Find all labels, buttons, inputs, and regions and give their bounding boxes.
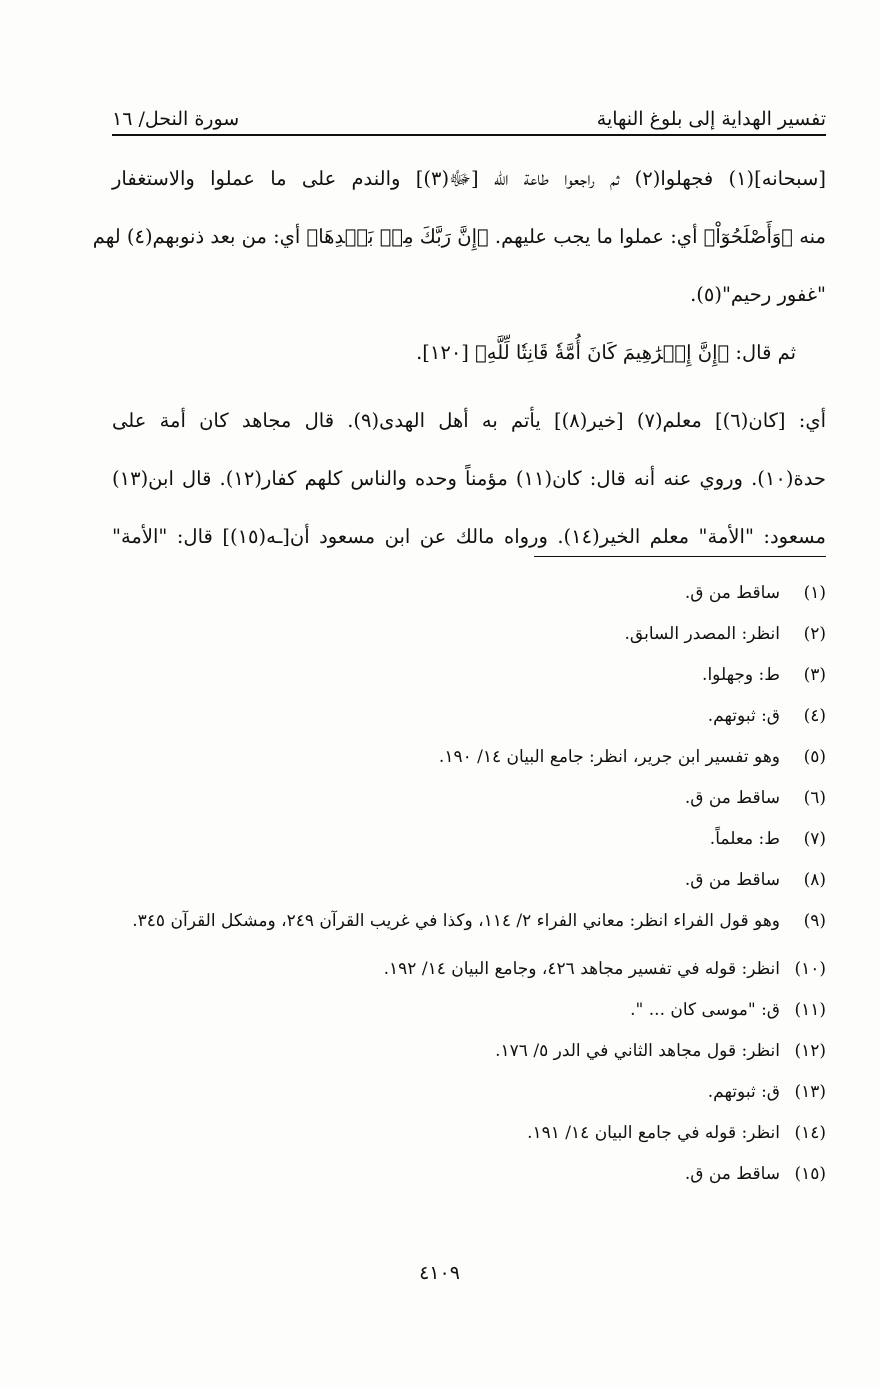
footnote-item bbox=[112, 703, 826, 729]
footnote-text: ق: "موسى كان ... ". bbox=[630, 1000, 780, 1020]
footnote-number: (١٠) bbox=[794, 959, 826, 979]
footnote-text: وهو تفسير ابن جرير، انظر: جامع البيان ١٤/ ١٩٠. bbox=[438, 747, 780, 767]
footnote-item bbox=[112, 1161, 826, 1187]
footnote-text: انظر: قوله في جامع البيان ١٤/ ١٩١. bbox=[527, 1123, 780, 1143]
footnote-text: ساقط من ق. bbox=[684, 1164, 780, 1184]
surah-page-label: سورة النحل/ ١٦ bbox=[112, 108, 240, 130]
footnote-item bbox=[112, 1120, 826, 1146]
text-line: "غفور رحيم"(٥). bbox=[690, 283, 826, 306]
footnote-text: ساقط من ق. bbox=[684, 788, 780, 808]
footnote-number: (١١) bbox=[794, 1000, 826, 1020]
text-line: حدة(١٠). وروي عنه أنه قال: كان(١١) مؤمناً وحده والناس كلهم كفار(١٢). قال ابن(١٣) bbox=[112, 467, 826, 490]
footnote-text: ساقط من ق. bbox=[684, 870, 780, 890]
footnotes-list bbox=[112, 580, 826, 1202]
footnote-text: ق: ثبوتهم. bbox=[707, 706, 780, 726]
footnote-item bbox=[112, 744, 826, 770]
footnote-text: ساقط من ق. bbox=[684, 583, 780, 603]
text-line: مسعود: "الأمة" معلم الخير(١٤). ورواه مالك عن ابن مسعود أن[ـه(١٥)] قال: "الأمة" bbox=[112, 525, 826, 548]
book-title: تفسير الهداية إلى بلوغ النهاية bbox=[596, 108, 826, 130]
page-header bbox=[112, 88, 826, 130]
text-line: [سبحانه](١) فجهلوا(٢) ثم راجعوا طاعة الله [ﷻ(٣)] والندم على ما عملوا والاستغفار bbox=[112, 167, 827, 190]
footnote-number: (٩) bbox=[803, 911, 826, 931]
footnote-item bbox=[112, 785, 826, 811]
page-number: ٤١٠٩ bbox=[419, 1262, 460, 1284]
footnote-text: ط: وجهلوا. bbox=[702, 665, 780, 685]
footnote-item bbox=[112, 1038, 826, 1064]
footnote-number: (١٤) bbox=[794, 1123, 826, 1143]
footnote-number: (٣) bbox=[803, 665, 826, 685]
footnote-text: انظر: قول مجاهد الثاني في الدر ٥/ ١٧٦. bbox=[495, 1041, 780, 1061]
footnote-number: (٨) bbox=[803, 870, 826, 890]
footnote-number: (١٣) bbox=[794, 1082, 826, 1102]
footnote-text: ط: معلماً. bbox=[709, 829, 780, 849]
footnote-item bbox=[112, 621, 826, 647]
footnote-separator bbox=[534, 556, 826, 557]
footnote-number: (٧) bbox=[803, 829, 826, 849]
footnote-number: (١٥) bbox=[794, 1164, 826, 1184]
footnote-item bbox=[112, 826, 826, 852]
footnote-number: (١٢) bbox=[794, 1041, 826, 1061]
footnote-item bbox=[112, 908, 826, 941]
footnote-item bbox=[112, 580, 826, 606]
footnote-number: (١) bbox=[803, 583, 826, 603]
footnote-item bbox=[112, 1079, 826, 1105]
footnote-text: انظر: المصدر السابق. bbox=[624, 624, 780, 644]
footnote-item bbox=[112, 867, 826, 893]
footnote-item bbox=[112, 662, 826, 688]
footnote-number: (٢) bbox=[803, 624, 826, 644]
footnote-number: (٦) bbox=[803, 788, 826, 808]
text-line: أي: [كان(٦)] معلم(٧) [خير(٨)] يأتم به أهل الهدى(٩). قال مجاهد كان أمة على bbox=[112, 409, 826, 432]
header-rule bbox=[112, 134, 826, 136]
verse-line: ثم قال: ﴿إِنَّ إِبۡرَٰهِيمَ كَانَ أُمَّةٗ قَانِتٗا لِّلَّهِ﴾ [١٢٠]. bbox=[416, 341, 796, 364]
footnote-text: انظر: قوله في تفسير مجاهد ٤٢٦، وجامع البيان ١٤/ ١٩٢. bbox=[383, 959, 780, 979]
footnote-text: وهو قول الفراء انظر: معاني الفراء ٢/ ١١٤، وكذا في غريب القرآن ٢٤٩، ومشكل القرآن ٣٤٥. bbox=[132, 911, 780, 931]
main-text bbox=[92, 150, 827, 566]
footnote-item bbox=[112, 997, 826, 1023]
footnote-text: ق: ثبوتهم. bbox=[707, 1082, 780, 1102]
footnote-number: (٤) bbox=[803, 706, 826, 726]
text-line: منه ﴿وَأَصْلَحُوٓاْ﴾ أي: عملوا ما يجب عليهم. ﴿إِنَّ رَبَّكَ مِنۢ بَعۡدِهَا﴾ أي: من بعد ذنوبهم(٤) لهم bbox=[92, 225, 826, 248]
footnote-item bbox=[112, 956, 826, 982]
footnote-number: (٥) bbox=[803, 747, 826, 767]
